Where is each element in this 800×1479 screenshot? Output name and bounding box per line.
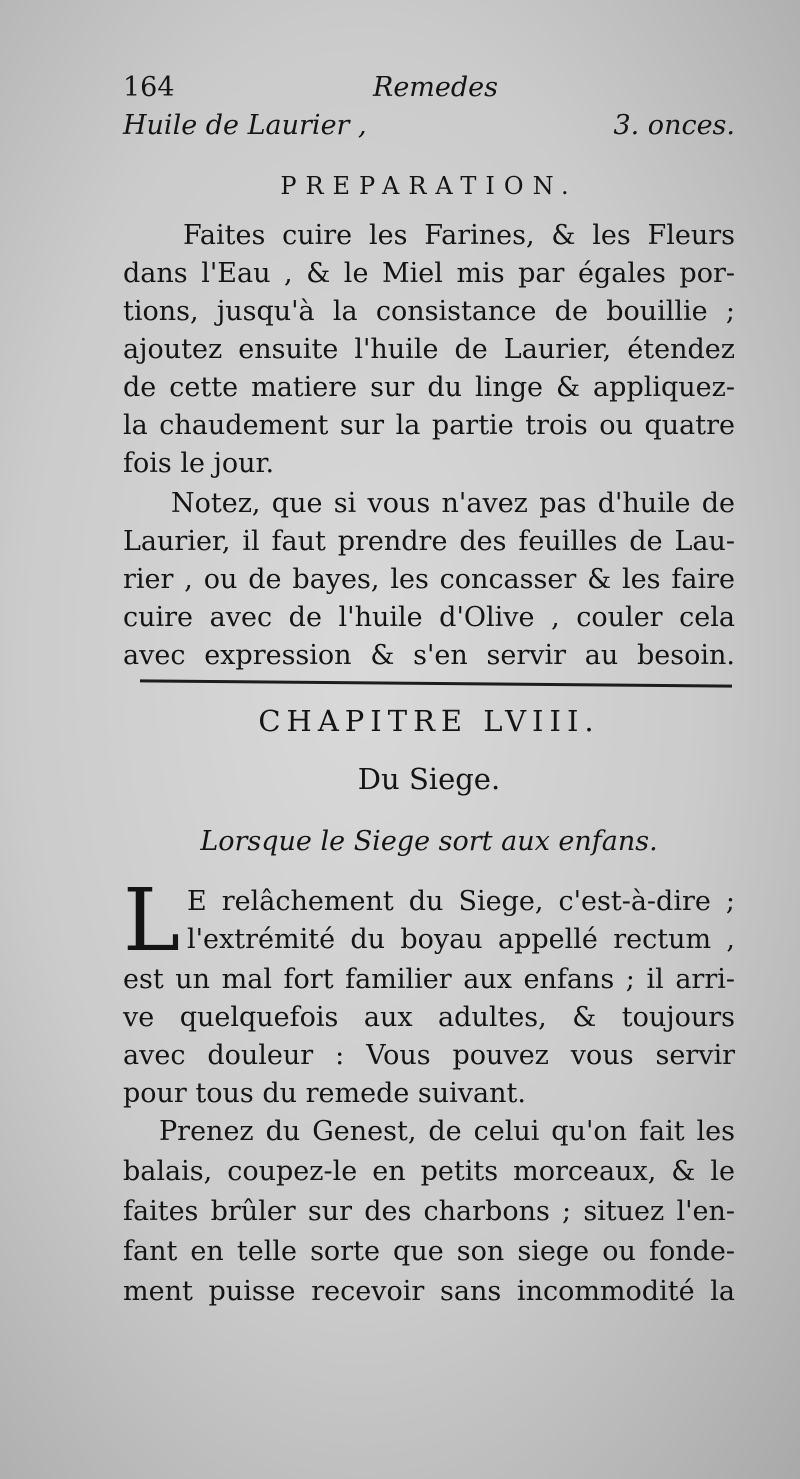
drop-cap: L xyxy=(123,871,181,971)
para4-line-2: balais, coupez-le en petits morceaux, & le xyxy=(123,1156,735,1187)
para1-line-5: de cette matiere sur du linge & appliquez- xyxy=(123,372,735,403)
para3-line-1: E relâchement du Siege, c'est-à-dire ; xyxy=(187,886,735,917)
ingredient-quantity: 3. onces. xyxy=(613,110,735,141)
para2-line-4: cuire avec de l'huile d'Olive , couler cela xyxy=(123,602,735,633)
para2-line-5: avec expression & s'en servir au besoin. xyxy=(123,640,735,671)
ingredient-name: Huile de Laurier , xyxy=(123,110,367,141)
para1-line-4: ajoutez ensuite l'huile de Laurier, étendez xyxy=(123,334,735,365)
para3-line-3: est un mal fort familier aux enfans ; il arri- xyxy=(123,964,735,995)
chapter-divider-rule xyxy=(140,679,732,687)
para4-line-5: ment puisse recevoir sans incommodité la xyxy=(123,1276,735,1307)
para2-line-2: Laurier, il faut prendre des feuilles de Lau- xyxy=(123,526,735,557)
para4-line-3: faites brûler sur des charbons ; situez l'en- xyxy=(123,1196,735,1227)
para3-line-5: avec douleur : Vous pouvez vous servir xyxy=(123,1040,735,1071)
para3-line-2: l'extrémité du boyau appellé rectum , xyxy=(187,924,735,955)
para4-line-4: fant en telle sorte que son siege ou fonde- xyxy=(123,1236,735,1267)
preparation-heading: PREPARATION. xyxy=(280,172,578,200)
para1-line-7: fois le jour. xyxy=(123,448,275,479)
ingredient-line xyxy=(123,110,735,142)
para1-line-2: dans l'Eau , & le Miel mis par égales por- xyxy=(123,258,735,289)
chapter-subject: Du Siege. xyxy=(357,762,501,796)
para4-line-1: Prenez du Genest, de celui qu'on fait les xyxy=(159,1116,735,1147)
para1-line-1: Faites cuire les Farines, & les Fleurs xyxy=(183,220,735,251)
para1-line-6: la chaudement sur la partie trois ou quatre xyxy=(123,410,735,441)
para3-line-4: ve quelquefois aux adultes, & toujours xyxy=(123,1002,735,1033)
para2-line-3: rier , ou de bayes, les concasser & les faire xyxy=(123,564,735,595)
page-header xyxy=(123,72,735,106)
chapter-title: CHAPITRE LVIII. xyxy=(258,704,600,738)
page-number: 164 xyxy=(123,72,175,103)
chapter-subtitle: Lorsque le Siege sort aux enfans. xyxy=(200,826,658,857)
running-title: Remedes xyxy=(373,72,499,103)
para2-line-1: Notez, que si vous n'avez pas d'huile de xyxy=(171,488,735,519)
para3-line-6: pour tous du remede suivant. xyxy=(123,1078,526,1109)
para1-line-3: tions, jusqu'à la consistance de bouillie ; xyxy=(123,296,735,327)
